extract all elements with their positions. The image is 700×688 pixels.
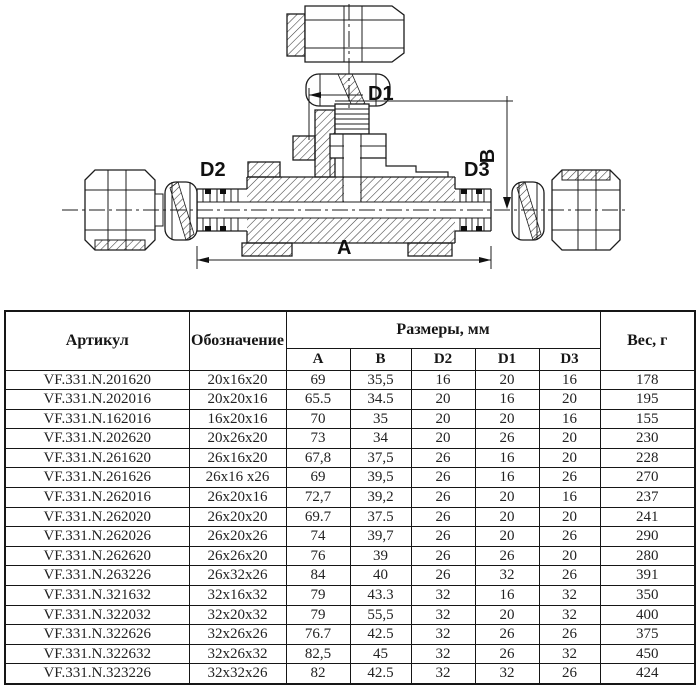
cell-dim-b: 39 [350, 546, 411, 566]
cell-dim-b: 34.5 [350, 390, 411, 410]
cell-article: VF.331.N.262620 [5, 546, 189, 566]
cell-designation: 32x26x32 [189, 644, 286, 664]
cell-dim-a: 69 [286, 370, 350, 390]
cell-dim-a: 65.5 [286, 390, 350, 410]
cell-dim-b: 35 [350, 409, 411, 429]
table-body [5, 370, 695, 684]
cell-dim-a: 70 [286, 409, 350, 429]
cell-dim-b: 55,5 [350, 605, 411, 625]
top-nut [287, 6, 404, 62]
cell-dim-d2: 20 [411, 409, 475, 429]
cell-designation: 26x16 x26 [189, 468, 286, 488]
cell-article: VF.331.N.262020 [5, 507, 189, 527]
table-row [5, 625, 695, 645]
cell-article: VF.331.N.322632 [5, 644, 189, 664]
cell-dim-d1: 32 [475, 566, 539, 586]
cell-weight: 241 [600, 507, 695, 527]
cell-dim-d2: 32 [411, 605, 475, 625]
cell-dim-a: 79 [286, 586, 350, 606]
cell-dim-d2: 16 [411, 370, 475, 390]
cell-dim-d3: 26 [539, 566, 600, 586]
table-row [5, 605, 695, 625]
table-row [5, 448, 695, 468]
col-header-d2: D2 [411, 348, 475, 370]
cell-dim-a: 84 [286, 566, 350, 586]
cell-weight: 290 [600, 527, 695, 547]
spec-table [4, 310, 696, 685]
cell-dim-d2: 26 [411, 546, 475, 566]
cell-article: VF.331.N.321632 [5, 586, 189, 606]
table-row [5, 566, 695, 586]
table-row [5, 664, 695, 684]
cell-dim-d1: 20 [475, 370, 539, 390]
cell-dim-d2: 32 [411, 664, 475, 684]
cell-designation: 26x20x16 [189, 488, 286, 508]
cell-dim-a: 73 [286, 429, 350, 449]
col-header-b: B [350, 348, 411, 370]
cell-designation: 20x20x16 [189, 390, 286, 410]
col-header-article: Артикул [5, 311, 189, 370]
col-header-dimensions: Размеры, мм [286, 311, 600, 348]
branch-outlet [293, 104, 448, 177]
table-row [5, 488, 695, 508]
cell-dim-a: 69 [286, 468, 350, 488]
cell-dim-d2: 32 [411, 586, 475, 606]
cell-dim-d3: 16 [539, 370, 600, 390]
cell-weight: 270 [600, 468, 695, 488]
cell-weight: 228 [600, 448, 695, 468]
cell-article: VF.331.N.201620 [5, 370, 189, 390]
cell-dim-d1: 26 [475, 625, 539, 645]
cell-dim-b: 43.3 [350, 586, 411, 606]
table-row [5, 370, 695, 390]
cell-dim-a: 67,8 [286, 448, 350, 468]
cell-designation: 32x32x26 [189, 664, 286, 684]
cell-dim-d2: 26 [411, 527, 475, 547]
cell-dim-a: 82,5 [286, 644, 350, 664]
right-olive [512, 182, 544, 240]
cell-dim-d3: 26 [539, 625, 600, 645]
cell-article: VF.331.N.202016 [5, 390, 189, 410]
cell-designation: 26x20x26 [189, 527, 286, 547]
cell-dim-d3: 26 [539, 527, 600, 547]
table-row [5, 507, 695, 527]
cell-dim-d3: 20 [539, 448, 600, 468]
cell-article: VF.331.N.263226 [5, 566, 189, 586]
cell-dim-d3: 32 [539, 586, 600, 606]
cell-weight: 237 [600, 488, 695, 508]
cell-dim-b: 37.5 [350, 507, 411, 527]
cell-dim-d1: 32 [475, 664, 539, 684]
col-header-designation: Обозначение [189, 311, 286, 370]
cell-weight: 450 [600, 644, 695, 664]
cell-dim-d2: 26 [411, 507, 475, 527]
cell-dim-d2: 26 [411, 488, 475, 508]
table-row [5, 546, 695, 566]
cell-weight: 178 [600, 370, 695, 390]
cell-weight: 195 [600, 390, 695, 410]
cell-dim-b: 35,5 [350, 370, 411, 390]
left-olive [165, 182, 197, 240]
cell-dim-d3: 20 [539, 507, 600, 527]
col-header-d3: D3 [539, 348, 600, 370]
cell-weight: 375 [600, 625, 695, 645]
cell-dim-d2: 32 [411, 625, 475, 645]
cell-dim-d2: 20 [411, 429, 475, 449]
cell-weight: 400 [600, 605, 695, 625]
cell-dim-d3: 16 [539, 409, 600, 429]
cell-dim-a: 76.7 [286, 625, 350, 645]
cell-dim-d1: 20 [475, 605, 539, 625]
cell-dim-d3: 20 [539, 390, 600, 410]
cell-dim-a: 69.7 [286, 507, 350, 527]
cell-designation: 26x20x20 [189, 507, 286, 527]
cell-designation: 16x20x16 [189, 409, 286, 429]
cell-dim-d3: 20 [539, 429, 600, 449]
cell-dim-d3: 20 [539, 546, 600, 566]
cell-weight: 230 [600, 429, 695, 449]
cell-designation: 20x16x20 [189, 370, 286, 390]
cell-dim-b: 45 [350, 644, 411, 664]
dim-label-d2: D2 [200, 159, 226, 181]
cell-dim-a: 82 [286, 664, 350, 684]
cell-dim-d3: 32 [539, 605, 600, 625]
cell-dim-d1: 20 [475, 488, 539, 508]
cell-dim-a: 72,7 [286, 488, 350, 508]
table-row [5, 644, 695, 664]
table-row [5, 586, 695, 606]
cell-article: VF.331.N.261626 [5, 468, 189, 488]
cell-dim-b: 42.5 [350, 664, 411, 684]
cell-designation: 20x26x20 [189, 429, 286, 449]
cell-article: VF.331.N.262016 [5, 488, 189, 508]
cell-dim-d3: 32 [539, 644, 600, 664]
cell-dim-b: 39,7 [350, 527, 411, 547]
cell-dim-a: 79 [286, 605, 350, 625]
cell-article: VF.331.N.261620 [5, 448, 189, 468]
cell-dim-d1: 16 [475, 586, 539, 606]
cell-weight: 391 [600, 566, 695, 586]
cell-dim-a: 76 [286, 546, 350, 566]
cell-dim-d2: 32 [411, 644, 475, 664]
cell-designation: 26x32x26 [189, 566, 286, 586]
table-row [5, 429, 695, 449]
cell-dim-d1: 20 [475, 507, 539, 527]
cell-dim-d1: 16 [475, 390, 539, 410]
table-row [5, 468, 695, 488]
table-row [5, 390, 695, 410]
cell-weight: 155 [600, 409, 695, 429]
dim-label-d1: D1 [368, 83, 394, 105]
cell-dim-b: 39,2 [350, 488, 411, 508]
cell-dim-d1: 20 [475, 527, 539, 547]
table-row [5, 409, 695, 429]
dim-label-b: B [477, 148, 499, 164]
cell-article: VF.331.N.323226 [5, 664, 189, 684]
cell-dim-b: 37,5 [350, 448, 411, 468]
cell-dim-b: 42.5 [350, 625, 411, 645]
technical-drawing [0, 0, 700, 306]
cell-dim-b: 40 [350, 566, 411, 586]
cell-dim-d1: 16 [475, 448, 539, 468]
cell-designation: 26x16x20 [189, 448, 286, 468]
cell-article: VF.331.N.202620 [5, 429, 189, 449]
cell-designation: 32x16x32 [189, 586, 286, 606]
dim-label-a: A [337, 237, 352, 259]
cell-article: VF.331.N.322032 [5, 605, 189, 625]
cell-weight: 350 [600, 586, 695, 606]
cell-dim-d3: 26 [539, 664, 600, 684]
cell-dim-d2: 20 [411, 390, 475, 410]
cell-weight: 280 [600, 546, 695, 566]
cell-dim-d1: 26 [475, 546, 539, 566]
cell-dim-b: 34 [350, 429, 411, 449]
cell-dim-d1: 20 [475, 409, 539, 429]
cell-dim-d3: 26 [539, 468, 600, 488]
cell-dim-d1: 26 [475, 644, 539, 664]
cell-designation: 26x26x20 [189, 546, 286, 566]
col-header-d1: D1 [475, 348, 539, 370]
cell-article: VF.331.N.262026 [5, 527, 189, 547]
cell-dim-d3: 16 [539, 488, 600, 508]
cell-dim-d2: 26 [411, 448, 475, 468]
cell-dim-d2: 26 [411, 468, 475, 488]
cell-dim-d2: 26 [411, 566, 475, 586]
table-row [5, 527, 695, 547]
header-row-main [5, 311, 695, 348]
cell-article: VF.331.N.162016 [5, 409, 189, 429]
cell-dim-d1: 16 [475, 468, 539, 488]
cell-designation: 32x26x26 [189, 625, 286, 645]
cell-dim-d1: 26 [475, 429, 539, 449]
col-header-a: A [286, 348, 350, 370]
dim-label-d3: D3 [464, 159, 490, 181]
col-header-weight: Вес, г [600, 311, 695, 370]
cell-weight: 424 [600, 664, 695, 684]
cell-designation: 32x20x32 [189, 605, 286, 625]
cell-article: VF.331.N.322626 [5, 625, 189, 645]
cell-dim-a: 74 [286, 527, 350, 547]
cell-dim-b: 39,5 [350, 468, 411, 488]
